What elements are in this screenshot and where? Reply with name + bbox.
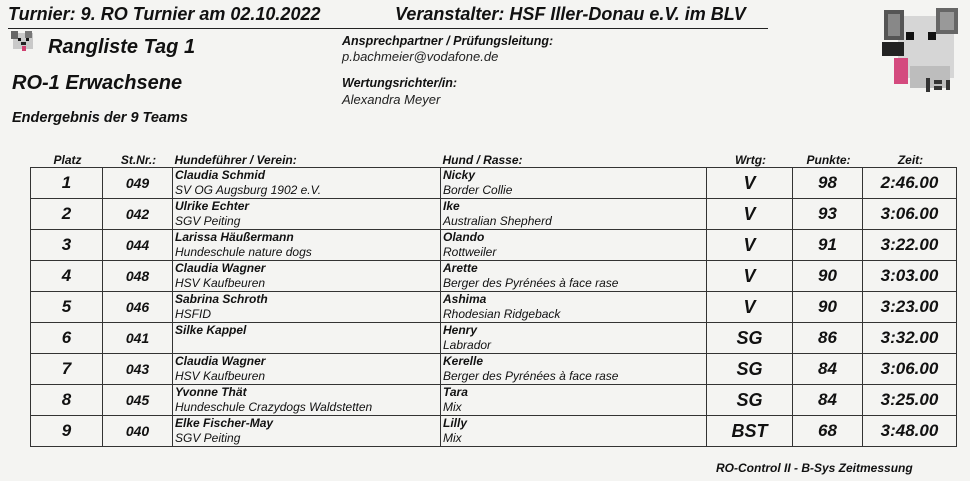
col-platz: Platz <box>31 152 103 168</box>
row-club: SV OG Augsburg 1902 e.V. <box>175 183 322 197</box>
row-time: 3:25.00 <box>863 385 957 416</box>
row-place: 5 <box>31 292 103 323</box>
row-points: 90 <box>793 292 863 323</box>
col-wrtg: Wrtg: <box>707 152 793 168</box>
table-row <box>31 323 957 354</box>
row-rating: BST <box>707 416 793 447</box>
row-handler: Claudia Wagner <box>175 354 266 368</box>
row-breed: Border Collie <box>443 183 513 197</box>
row-points: 86 <box>793 323 863 354</box>
table-header-row <box>31 152 957 168</box>
row-dog: Olando <box>443 230 485 244</box>
row-club: Hundeschule Crazydogs Waldstetten <box>175 400 373 414</box>
row-breed: Labrador <box>443 338 492 352</box>
row-place: 9 <box>31 416 103 447</box>
header-rule <box>8 28 768 29</box>
contact-email: p.bachmeier@vodafone.de <box>342 49 499 64</box>
row-dog: Tara <box>443 385 468 399</box>
row-handler: Silke Kappel <box>175 323 247 337</box>
row-start-number: 043 <box>103 354 173 385</box>
row-club: Hundeschule nature dogs <box>175 245 312 259</box>
row-rating: SG <box>707 354 793 385</box>
row-handler: Sabrina Schroth <box>175 292 268 306</box>
col-punkte: Punkte: <box>793 152 863 168</box>
row-start-number: 048 <box>103 261 173 292</box>
row-points: 93 <box>793 199 863 230</box>
row-handler: Ulrike Echter <box>175 199 250 213</box>
table-row <box>31 416 957 447</box>
row-place: 7 <box>31 354 103 385</box>
row-points: 91 <box>793 230 863 261</box>
ranking-title: Rangliste Tag 1 <box>48 36 196 58</box>
row-rating: V <box>707 230 793 261</box>
row-place: 2 <box>31 199 103 230</box>
contact-label: Ansprechpartner / Prüfungsleitung: <box>342 34 554 48</box>
results-table <box>30 152 957 447</box>
row-rating: V <box>707 261 793 292</box>
row-breed: Australian Shepherd <box>443 214 552 228</box>
row-start-number: 041 <box>103 323 173 354</box>
row-rating: V <box>707 292 793 323</box>
row-place: 8 <box>31 385 103 416</box>
row-time: 3:32.00 <box>863 323 957 354</box>
row-dog: Arette <box>443 261 478 275</box>
row-breed: Berger des Pyrénées à face rase <box>443 369 619 383</box>
row-club: HSV Kaufbeuren <box>175 369 266 383</box>
row-breed: Mix <box>443 400 462 414</box>
row-time: 3:22.00 <box>863 230 957 261</box>
row-time: 3:06.00 <box>863 199 957 230</box>
row-start-number: 046 <box>103 292 173 323</box>
row-points: 98 <box>793 168 863 199</box>
row-place: 4 <box>31 261 103 292</box>
row-club: SGV Peiting <box>175 214 241 228</box>
row-place: 3 <box>31 230 103 261</box>
tournament-title: Turnier: 9. RO Turnier am 02.10.2022 <box>8 4 321 24</box>
row-handler: Elke Fischer-May <box>175 416 274 430</box>
row-points: 90 <box>793 261 863 292</box>
row-place: 6 <box>31 323 103 354</box>
row-dog: Ashima <box>443 292 487 306</box>
row-dog: Kerelle <box>443 354 484 368</box>
table-row <box>31 354 957 385</box>
result-summary: Endergebnis der 9 Teams <box>12 110 188 126</box>
row-points: 84 <box>793 385 863 416</box>
table-row <box>31 385 957 416</box>
row-start-number: 045 <box>103 385 173 416</box>
row-place: 1 <box>31 168 103 199</box>
row-dog: Ike <box>443 199 460 213</box>
row-rating: V <box>707 199 793 230</box>
row-breed: Rottweiler <box>443 245 497 259</box>
table-row <box>31 230 957 261</box>
row-rating: SG <box>707 323 793 354</box>
dog-icon <box>10 30 38 54</box>
row-club: HSV Kaufbeuren <box>175 276 266 290</box>
organizer: Veranstalter: HSF Iller-Donau e.V. im BLV <box>395 4 746 24</box>
row-points: 84 <box>793 354 863 385</box>
dog-logo <box>880 6 966 98</box>
row-time: 3:06.00 <box>863 354 957 385</box>
table-row <box>31 168 957 199</box>
row-breed: Mix <box>443 431 462 445</box>
col-zeit: Zeit: <box>863 152 957 168</box>
row-points: 68 <box>793 416 863 447</box>
col-fuehrer: Hundeführer / Verein: <box>173 152 441 168</box>
row-handler: Yvonne Thät <box>175 385 247 399</box>
col-hund: Hund / Rasse: <box>441 152 707 168</box>
row-breed: Rhodesian Ridgeback <box>443 307 561 321</box>
row-handler: Claudia Wagner <box>175 261 266 275</box>
row-dog: Lilly <box>443 416 468 430</box>
class-title: RO-1 Erwachsene <box>12 72 183 94</box>
row-time: 3:23.00 <box>863 292 957 323</box>
row-time: 3:03.00 <box>863 261 957 292</box>
table-row <box>31 261 957 292</box>
row-time: 2:46.00 <box>863 168 957 199</box>
row-dog: Nicky <box>443 168 476 182</box>
row-handler: Claudia Schmid <box>175 168 266 182</box>
table-row <box>31 292 957 323</box>
row-start-number: 042 <box>103 199 173 230</box>
footer-credit: RO-Control II - B-Sys Zeitmessung <box>716 461 913 475</box>
col-stnr: St.Nr.: <box>103 152 173 168</box>
row-club: SGV Peiting <box>175 431 241 445</box>
row-start-number: 044 <box>103 230 173 261</box>
row-time: 3:48.00 <box>863 416 957 447</box>
row-start-number: 040 <box>103 416 173 447</box>
table-row <box>31 199 957 230</box>
judge-name: Alexandra Meyer <box>342 92 441 107</box>
row-rating: SG <box>707 385 793 416</box>
judge-label: Wertungsrichter/in: <box>342 76 458 90</box>
row-handler: Larissa Häußermann <box>175 230 294 244</box>
row-club: HSFID <box>175 307 211 321</box>
row-rating: V <box>707 168 793 199</box>
row-dog: Henry <box>443 323 478 337</box>
row-start-number: 049 <box>103 168 173 199</box>
row-breed: Berger des Pyrénées à face rase <box>443 276 619 290</box>
